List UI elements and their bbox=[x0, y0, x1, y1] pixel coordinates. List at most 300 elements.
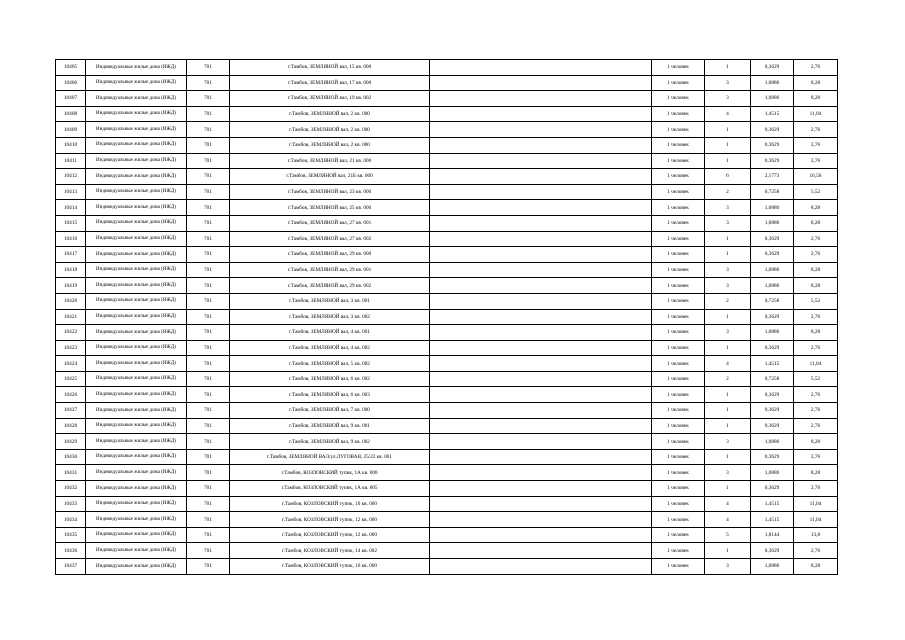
coefficient-cell: 1,4515 bbox=[751, 106, 794, 122]
empty-cell bbox=[430, 387, 652, 403]
empty-cell bbox=[430, 200, 652, 216]
housing-type-cell: Индивидуальные жилые дома (ИЖД) bbox=[86, 325, 187, 341]
table-row bbox=[56, 169, 838, 185]
housing-type-cell: Индивидуальные жилые дома (ИЖД) bbox=[86, 122, 187, 138]
tariff-code-cell: 701 bbox=[187, 512, 230, 528]
table-row bbox=[56, 434, 838, 450]
tariff-code-cell: 701 bbox=[187, 559, 230, 575]
coefficient-cell: 2,1773 bbox=[751, 169, 794, 185]
resident-count-cell: 1 bbox=[705, 231, 751, 247]
unit-cell: 1 человек bbox=[652, 449, 705, 465]
housing-type-cell: Индивидуальные жилые дома (ИЖД) bbox=[86, 169, 187, 185]
housing-type-cell: Индивидуальные жилые дома (ИЖД) bbox=[86, 559, 187, 575]
unit-cell: 1 человек bbox=[652, 153, 705, 169]
coefficient-cell: 0,3629 bbox=[751, 403, 794, 419]
record-id-cell: 10422 bbox=[56, 325, 86, 341]
housing-type-cell: Индивидуальные жилые дома (ИЖД) bbox=[86, 278, 187, 294]
tariff-code-cell: 701 bbox=[187, 293, 230, 309]
coefficient-cell: 0,3629 bbox=[751, 387, 794, 403]
address-cell: г.Тамбов, ЗЕМЛЯНОЙ вал, 29 кв. 002 bbox=[230, 278, 430, 294]
address-cell: г.Тамбов, ЗЕМЛЯНОЙ вал, 7 кв. 000 bbox=[230, 403, 430, 419]
table-row bbox=[56, 231, 838, 247]
address-cell: г.Тамбов, ЗЕМЛЯНОЙ вал, 29 кв. 000 bbox=[230, 247, 430, 263]
housing-type-cell: Индивидуальные жилые дома (ИЖД) bbox=[86, 356, 187, 372]
resident-count-cell: 5 bbox=[705, 527, 751, 543]
tariff-code-cell: 701 bbox=[187, 387, 230, 403]
amount-cell: 8,28 bbox=[794, 278, 838, 294]
table-row bbox=[56, 293, 838, 309]
record-id-cell: 10435 bbox=[56, 527, 86, 543]
table-row bbox=[56, 60, 838, 76]
address-cell: г.Тамбов, ЗЕМЛЯНОЙ вал, 25 кв. 000 bbox=[230, 200, 430, 216]
empty-cell bbox=[430, 75, 652, 91]
address-cell: г.Тамбов, КОЗЛОВСКИЙ тупик, 1А кв. 005 bbox=[230, 481, 430, 497]
unit-cell: 1 человек bbox=[652, 122, 705, 138]
record-id-cell: 10432 bbox=[56, 481, 86, 497]
empty-cell bbox=[430, 60, 652, 76]
resident-count-cell: 3 bbox=[705, 200, 751, 216]
table-row bbox=[56, 465, 838, 481]
amount-cell: 2,76 bbox=[794, 449, 838, 465]
empty-cell bbox=[430, 496, 652, 512]
record-id-cell: 10405 bbox=[56, 60, 86, 76]
empty-cell bbox=[430, 262, 652, 278]
table-row bbox=[56, 122, 838, 138]
address-cell: г.Тамбов, ЗЕМЛЯНОЙ вал, 23 кв. 000 bbox=[230, 184, 430, 200]
empty-cell bbox=[430, 465, 652, 481]
record-id-cell: 10434 bbox=[56, 512, 86, 528]
unit-cell: 1 человек bbox=[652, 340, 705, 356]
empty-cell bbox=[430, 325, 652, 341]
empty-cell bbox=[430, 247, 652, 263]
housing-type-cell: Индивидуальные жилые дома (ИЖД) bbox=[86, 106, 187, 122]
amount-cell: 2,76 bbox=[794, 543, 838, 559]
record-id-cell: 10433 bbox=[56, 496, 86, 512]
empty-cell bbox=[430, 153, 652, 169]
unit-cell: 1 человек bbox=[652, 418, 705, 434]
record-id-cell: 10431 bbox=[56, 465, 86, 481]
coefficient-cell: 1,4515 bbox=[751, 512, 794, 528]
coefficient-cell: 0,3629 bbox=[751, 137, 794, 153]
housing-type-cell: Индивидуальные жилые дома (ИЖД) bbox=[86, 418, 187, 434]
coefficient-cell: 1,0886 bbox=[751, 200, 794, 216]
tariff-code-cell: 701 bbox=[187, 184, 230, 200]
amount-cell: 8,28 bbox=[794, 325, 838, 341]
record-id-cell: 10417 bbox=[56, 247, 86, 263]
record-id-cell: 10408 bbox=[56, 106, 86, 122]
unit-cell: 1 человек bbox=[652, 262, 705, 278]
amount-cell: 5,52 bbox=[794, 293, 838, 309]
unit-cell: 1 человек bbox=[652, 512, 705, 528]
coefficient-cell: 0,3629 bbox=[751, 153, 794, 169]
table-row bbox=[56, 106, 838, 122]
resident-count-cell: 1 bbox=[705, 137, 751, 153]
tariff-code-cell: 701 bbox=[187, 137, 230, 153]
tariff-code-cell: 701 bbox=[187, 200, 230, 216]
amount-cell: 8,28 bbox=[794, 91, 838, 107]
amount-cell: 2,76 bbox=[794, 122, 838, 138]
housing-type-cell: Индивидуальные жилые дома (ИЖД) bbox=[86, 200, 187, 216]
resident-count-cell: 1 bbox=[705, 122, 751, 138]
tariff-code-cell: 701 bbox=[187, 356, 230, 372]
tariff-code-cell: 701 bbox=[187, 465, 230, 481]
records-table bbox=[55, 59, 838, 575]
record-id-cell: 10423 bbox=[56, 340, 86, 356]
unit-cell: 1 человек bbox=[652, 184, 705, 200]
table-row bbox=[56, 496, 838, 512]
table-row bbox=[56, 449, 838, 465]
address-cell: г.Тамбов, ЗЕМЛЯНОЙ вал, 9 кв. 002 bbox=[230, 434, 430, 450]
table-row bbox=[56, 527, 838, 543]
address-cell: г.Тамбов, ЗЕМЛЯНОЙ вал, 27 кв. 001 bbox=[230, 215, 430, 231]
address-cell: г.Тамбов, ЗЕМЛЯНОЙ вал, 2 кв. 000 bbox=[230, 122, 430, 138]
housing-type-cell: Индивидуальные жилые дома (ИЖД) bbox=[86, 527, 187, 543]
table-row bbox=[56, 184, 838, 200]
amount-cell: 8,28 bbox=[794, 465, 838, 481]
tariff-code-cell: 701 bbox=[187, 169, 230, 185]
unit-cell: 1 человек bbox=[652, 60, 705, 76]
address-cell: г.Тамбов, ЗЕМЛЯНОЙ вал, 19 кв. 002 bbox=[230, 91, 430, 107]
housing-type-cell: Индивидуальные жилые дома (ИЖД) bbox=[86, 153, 187, 169]
housing-type-cell: Индивидуальные жилые дома (ИЖД) bbox=[86, 262, 187, 278]
amount-cell: 8,28 bbox=[794, 75, 838, 91]
address-cell: г.Тамбов, ЗЕМЛЯНОЙ вал, 21Б кв. 000 bbox=[230, 169, 430, 185]
unit-cell: 1 человек bbox=[652, 496, 705, 512]
resident-count-cell: 3 bbox=[705, 75, 751, 91]
empty-cell bbox=[430, 543, 652, 559]
resident-count-cell: 2 bbox=[705, 293, 751, 309]
unit-cell: 1 человек bbox=[652, 543, 705, 559]
resident-count-cell: 1 bbox=[705, 543, 751, 559]
address-cell: г.Тамбов, КОЗЛОВСКИЙ тупик, 10 кв. 000 bbox=[230, 496, 430, 512]
empty-cell bbox=[430, 106, 652, 122]
tariff-code-cell: 701 bbox=[187, 106, 230, 122]
unit-cell: 1 человек bbox=[652, 169, 705, 185]
address-cell: г.Тамбов, ЗЕМЛЯНОЙ вал, 3 кв. 001 bbox=[230, 293, 430, 309]
table-row bbox=[56, 75, 838, 91]
coefficient-cell: 0,3629 bbox=[751, 231, 794, 247]
amount-cell: 2,76 bbox=[794, 231, 838, 247]
record-id-cell: 10410 bbox=[56, 137, 86, 153]
table-row bbox=[56, 262, 838, 278]
unit-cell: 1 человек bbox=[652, 106, 705, 122]
resident-count-cell: 1 bbox=[705, 449, 751, 465]
address-cell: г.Тамбов, ЗЕМЛЯНОЙ вал, 3 кв. 002 bbox=[230, 309, 430, 325]
housing-type-cell: Индивидуальные жилые дома (ИЖД) bbox=[86, 403, 187, 419]
empty-cell bbox=[430, 215, 652, 231]
resident-count-cell: 4 bbox=[705, 356, 751, 372]
housing-type-cell: Индивидуальные жилые дома (ИЖД) bbox=[86, 496, 187, 512]
address-cell: г.Тамбов, ЗЕМЛЯНОЙ вал, 2 кв. 000 bbox=[230, 137, 430, 153]
tariff-code-cell: 701 bbox=[187, 247, 230, 263]
resident-count-cell: 4 bbox=[705, 496, 751, 512]
resident-count-cell: 1 bbox=[705, 309, 751, 325]
empty-cell bbox=[430, 278, 652, 294]
housing-type-cell: Индивидуальные жилые дома (ИЖД) bbox=[86, 309, 187, 325]
address-cell: г.Тамбов, ЗЕМЛЯНОЙ вал, 6 кв. 002 bbox=[230, 371, 430, 387]
table-row bbox=[56, 91, 838, 107]
unit-cell: 1 человек bbox=[652, 215, 705, 231]
amount-cell: 11,04 bbox=[794, 356, 838, 372]
housing-type-cell: Индивидуальные жилые дома (ИЖД) bbox=[86, 184, 187, 200]
amount-cell: 2,76 bbox=[794, 403, 838, 419]
tariff-code-cell: 701 bbox=[187, 153, 230, 169]
resident-count-cell: 3 bbox=[705, 434, 751, 450]
coefficient-cell: 1,0886 bbox=[751, 75, 794, 91]
coefficient-cell: 0,3629 bbox=[751, 418, 794, 434]
tariff-code-cell: 701 bbox=[187, 418, 230, 434]
address-cell: г.Тамбов, КОЗЛОВСКИЙ тупик, 1А кв. 000 bbox=[230, 465, 430, 481]
resident-count-cell: 1 bbox=[705, 153, 751, 169]
address-cell: г.Тамбов, ЗЕМЛЯНОЙ вал, 4 кв. 001 bbox=[230, 325, 430, 341]
coefficient-cell: 1,4515 bbox=[751, 356, 794, 372]
housing-type-cell: Индивидуальные жилые дома (ИЖД) bbox=[86, 60, 187, 76]
amount-cell: 2,76 bbox=[794, 418, 838, 434]
unit-cell: 1 человек bbox=[652, 527, 705, 543]
record-id-cell: 10425 bbox=[56, 371, 86, 387]
resident-count-cell: 1 bbox=[705, 403, 751, 419]
housing-type-cell: Индивидуальные жилые дома (ИЖД) bbox=[86, 137, 187, 153]
coefficient-cell: 0,3629 bbox=[751, 247, 794, 263]
tariff-code-cell: 701 bbox=[187, 527, 230, 543]
empty-cell bbox=[430, 527, 652, 543]
coefficient-cell: 1,0886 bbox=[751, 91, 794, 107]
record-id-cell: 10411 bbox=[56, 153, 86, 169]
table-row bbox=[56, 340, 838, 356]
coefficient-cell: 0,7258 bbox=[751, 184, 794, 200]
record-id-cell: 10420 bbox=[56, 293, 86, 309]
empty-cell bbox=[430, 356, 652, 372]
table-row bbox=[56, 137, 838, 153]
resident-count-cell: 1 bbox=[705, 418, 751, 434]
tariff-code-cell: 701 bbox=[187, 278, 230, 294]
tariff-code-cell: 701 bbox=[187, 231, 230, 247]
table-row bbox=[56, 559, 838, 575]
unit-cell: 1 человек bbox=[652, 91, 705, 107]
table-row bbox=[56, 418, 838, 434]
address-cell: г.Тамбов, КОЗЛОВСКИЙ тупик, 12 кв. 000 bbox=[230, 527, 430, 543]
table-row bbox=[56, 403, 838, 419]
record-id-cell: 10426 bbox=[56, 387, 86, 403]
amount-cell: 2,76 bbox=[794, 60, 838, 76]
unit-cell: 1 человек bbox=[652, 481, 705, 497]
coefficient-cell: 0,7258 bbox=[751, 371, 794, 387]
resident-count-cell: 3 bbox=[705, 559, 751, 575]
amount-cell: 2,76 bbox=[794, 137, 838, 153]
tariff-code-cell: 701 bbox=[187, 75, 230, 91]
empty-cell bbox=[430, 449, 652, 465]
record-id-cell: 10436 bbox=[56, 543, 86, 559]
amount-cell: 13,8 bbox=[794, 527, 838, 543]
address-cell: г.Тамбов, ЗЕМЛЯНОЙ вал, 27 кв. 002 bbox=[230, 231, 430, 247]
unit-cell: 1 человек bbox=[652, 559, 705, 575]
housing-type-cell: Индивидуальные жилые дома (ИЖД) bbox=[86, 215, 187, 231]
coefficient-cell: 0,3629 bbox=[751, 122, 794, 138]
tariff-code-cell: 701 bbox=[187, 262, 230, 278]
amount-cell: 5,52 bbox=[794, 371, 838, 387]
coefficient-cell: 0,7258 bbox=[751, 293, 794, 309]
amount-cell: 8,28 bbox=[794, 200, 838, 216]
empty-cell bbox=[430, 169, 652, 185]
resident-count-cell: 3 bbox=[705, 262, 751, 278]
table-row bbox=[56, 325, 838, 341]
housing-type-cell: Индивидуальные жилые дома (ИЖД) bbox=[86, 340, 187, 356]
empty-cell bbox=[430, 309, 652, 325]
empty-cell bbox=[430, 403, 652, 419]
tariff-code-cell: 701 bbox=[187, 91, 230, 107]
resident-count-cell: 4 bbox=[705, 512, 751, 528]
empty-cell bbox=[430, 481, 652, 497]
coefficient-cell: 0,3629 bbox=[751, 60, 794, 76]
amount-cell: 5,52 bbox=[794, 184, 838, 200]
coefficient-cell: 1,0886 bbox=[751, 559, 794, 575]
tariff-code-cell: 701 bbox=[187, 325, 230, 341]
empty-cell bbox=[430, 340, 652, 356]
amount-cell: 11,04 bbox=[794, 512, 838, 528]
unit-cell: 1 человек bbox=[652, 434, 705, 450]
housing-type-cell: Индивидуальные жилые дома (ИЖД) bbox=[86, 371, 187, 387]
coefficient-cell: 1,0886 bbox=[751, 325, 794, 341]
housing-type-cell: Индивидуальные жилые дома (ИЖД) bbox=[86, 387, 187, 403]
housing-type-cell: Индивидуальные жилые дома (ИЖД) bbox=[86, 434, 187, 450]
tariff-code-cell: 701 bbox=[187, 340, 230, 356]
address-cell: г.Тамбов, КОЗЛОВСКИЙ тупик, 16 кв. 000 bbox=[230, 559, 430, 575]
table-body bbox=[56, 60, 838, 575]
empty-cell bbox=[430, 434, 652, 450]
amount-cell: 11,04 bbox=[794, 106, 838, 122]
resident-count-cell: 2 bbox=[705, 371, 751, 387]
resident-count-cell: 6 bbox=[705, 169, 751, 185]
unit-cell: 1 человек bbox=[652, 403, 705, 419]
amount-cell: 8,28 bbox=[794, 262, 838, 278]
amount-cell: 8,28 bbox=[794, 434, 838, 450]
record-id-cell: 10428 bbox=[56, 418, 86, 434]
coefficient-cell: 1,0886 bbox=[751, 434, 794, 450]
tariff-code-cell: 701 bbox=[187, 403, 230, 419]
unit-cell: 1 человек bbox=[652, 137, 705, 153]
amount-cell: 2,76 bbox=[794, 247, 838, 263]
amount-cell: 2,76 bbox=[794, 340, 838, 356]
table-row bbox=[56, 215, 838, 231]
record-id-cell: 10418 bbox=[56, 262, 86, 278]
tariff-code-cell: 701 bbox=[187, 449, 230, 465]
address-cell: г.Тамбов, ЗЕМЛЯНОЙ вал, 5 кв. 002 bbox=[230, 356, 430, 372]
amount-cell: 8,28 bbox=[794, 215, 838, 231]
unit-cell: 1 человек bbox=[652, 293, 705, 309]
resident-count-cell: 3 bbox=[705, 325, 751, 341]
table-row bbox=[56, 356, 838, 372]
housing-type-cell: Индивидуальные жилые дома (ИЖД) bbox=[86, 231, 187, 247]
table-row bbox=[56, 309, 838, 325]
resident-count-cell: 3 bbox=[705, 215, 751, 231]
record-id-cell: 10416 bbox=[56, 231, 86, 247]
resident-count-cell: 1 bbox=[705, 60, 751, 76]
unit-cell: 1 человек bbox=[652, 200, 705, 216]
empty-cell bbox=[430, 371, 652, 387]
coefficient-cell: 1,8144 bbox=[751, 527, 794, 543]
empty-cell bbox=[430, 122, 652, 138]
coefficient-cell: 1,0886 bbox=[751, 215, 794, 231]
record-id-cell: 10412 bbox=[56, 169, 86, 185]
resident-count-cell: 3 bbox=[705, 465, 751, 481]
tariff-code-cell: 701 bbox=[187, 496, 230, 512]
record-id-cell: 10406 bbox=[56, 75, 86, 91]
address-cell: г.Тамбов, КОЗЛОВСКИЙ тупик, 14 кв. 002 bbox=[230, 543, 430, 559]
coefficient-cell: 0,3629 bbox=[751, 340, 794, 356]
empty-cell bbox=[430, 137, 652, 153]
tariff-code-cell: 701 bbox=[187, 60, 230, 76]
amount-cell: 16,56 bbox=[794, 169, 838, 185]
coefficient-cell: 0,3629 bbox=[751, 449, 794, 465]
resident-count-cell: 3 bbox=[705, 91, 751, 107]
address-cell: г.Тамбов, ЗЕМЛЯНОЙ вал, 4 кв. 002 bbox=[230, 340, 430, 356]
address-cell: г.Тамбов, ЗЕМЛЯНОЙ вал, 21 кв. 000 bbox=[230, 153, 430, 169]
amount-cell: 11,04 bbox=[794, 496, 838, 512]
tariff-code-cell: 701 bbox=[187, 309, 230, 325]
housing-type-cell: Индивидуальные жилые дома (ИЖД) bbox=[86, 465, 187, 481]
resident-count-cell: 1 bbox=[705, 387, 751, 403]
address-cell: г.Тамбов, ЗЕМЛЯНОЙ вал, 6 кв. 003 bbox=[230, 387, 430, 403]
tariff-code-cell: 701 bbox=[187, 543, 230, 559]
address-cell: г.Тамбов, КОЗЛОВСКИЙ тупик, 12 кв. 000 bbox=[230, 512, 430, 528]
record-id-cell: 10414 bbox=[56, 200, 86, 216]
table-row bbox=[56, 371, 838, 387]
unit-cell: 1 человек bbox=[652, 75, 705, 91]
housing-type-cell: Индивидуальные жилые дома (ИЖД) bbox=[86, 91, 187, 107]
amount-cell: 2,76 bbox=[794, 153, 838, 169]
resident-count-cell: 4 bbox=[705, 106, 751, 122]
table-row bbox=[56, 153, 838, 169]
record-id-cell: 10421 bbox=[56, 309, 86, 325]
address-cell: г.Тамбов, ЗЕМЛЯНОЙ вал, 17 кв. 000 bbox=[230, 75, 430, 91]
empty-cell bbox=[430, 418, 652, 434]
address-cell: г.Тамбов, ЗЕМЛЯНОЙ вал, 29 кв. 001 bbox=[230, 262, 430, 278]
record-id-cell: 10430 bbox=[56, 449, 86, 465]
resident-count-cell: 3 bbox=[705, 278, 751, 294]
resident-count-cell: 2 bbox=[705, 184, 751, 200]
coefficient-cell: 1,0886 bbox=[751, 262, 794, 278]
table-row bbox=[56, 543, 838, 559]
unit-cell: 1 человек bbox=[652, 371, 705, 387]
tariff-code-cell: 701 bbox=[187, 481, 230, 497]
table-row bbox=[56, 481, 838, 497]
housing-type-cell: Индивидуальные жилые дома (ИЖД) bbox=[86, 449, 187, 465]
housing-type-cell: Индивидуальные жилые дома (ИЖД) bbox=[86, 512, 187, 528]
amount-cell: 2,76 bbox=[794, 309, 838, 325]
address-cell: г.Тамбов, ЗЕМЛЯНОЙ вал, 15 кв. 000 bbox=[230, 60, 430, 76]
unit-cell: 1 человек bbox=[652, 356, 705, 372]
amount-cell: 2,76 bbox=[794, 481, 838, 497]
housing-type-cell: Индивидуальные жилые дома (ИЖД) bbox=[86, 543, 187, 559]
amount-cell: 8,28 bbox=[794, 559, 838, 575]
coefficient-cell: 0,3629 bbox=[751, 481, 794, 497]
address-cell: г.Тамбов, ЗЕМЛЯНОЙ ВАЛ/ул.ЛУГОВАЯ, 25/22 кв. 001 bbox=[230, 449, 430, 465]
coefficient-cell: 0,3629 bbox=[751, 543, 794, 559]
amount-cell: 2,76 bbox=[794, 387, 838, 403]
table-row bbox=[56, 200, 838, 216]
coefficient-cell: 1,0886 bbox=[751, 465, 794, 481]
unit-cell: 1 человек bbox=[652, 278, 705, 294]
empty-cell bbox=[430, 512, 652, 528]
empty-cell bbox=[430, 293, 652, 309]
coefficient-cell: 1,0886 bbox=[751, 278, 794, 294]
coefficient-cell: 1,4515 bbox=[751, 496, 794, 512]
housing-type-cell: Индивидуальные жилые дома (ИЖД) bbox=[86, 481, 187, 497]
tariff-code-cell: 701 bbox=[187, 434, 230, 450]
tariff-code-cell: 701 bbox=[187, 122, 230, 138]
tariff-code-cell: 701 bbox=[187, 215, 230, 231]
record-id-cell: 10407 bbox=[56, 91, 86, 107]
